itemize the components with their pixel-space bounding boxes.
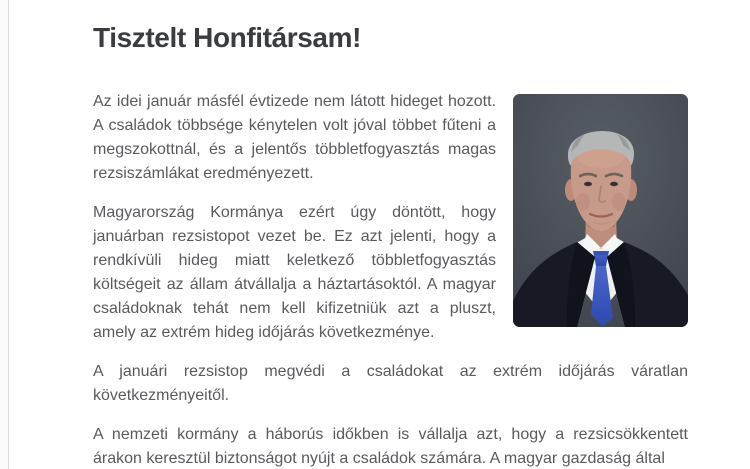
portrait-illustration — [513, 94, 688, 327]
portrait-photo — [513, 94, 688, 327]
page-title: Tisztelt Honfitársam! — [93, 22, 362, 53]
letter-body — [93, 90, 688, 469]
paragraph-1: Az idei január másfél évtizede nem látott hideget hozott. A családok többsége kénytelen volt jóval többet fűteni a megszokottnál, és a jelentős többletfogyasztás magas rezsiszámlákat eredményezett. — [93, 93, 496, 182]
paragraph-2: Magyarország Kormánya ezért úgy döntött, hogy januárban rezsistopot vezet be. Ez azt jelenti, hogy a rendkívüli hideg miatt keletkező többletfogyasztás költségeit az állam átvállalja a háztartásoktól. A magyar családoknak tehát nem kell kifizetniük azt a pluszt, amely az extrém hideg időjárás következménye. — [93, 204, 496, 341]
paragraph-4: A nemzeti kormány a háborús időkben is vállalja azt, hogy a rezsicsökkentett árakon keresztül biztonságot nyújt a családok számára. A magyar gazdaság által — [93, 426, 688, 467]
paragraph-3: A januári rezsistop megvédi a családokat az extrém időjárás váratlan következményeitől. — [93, 363, 688, 404]
